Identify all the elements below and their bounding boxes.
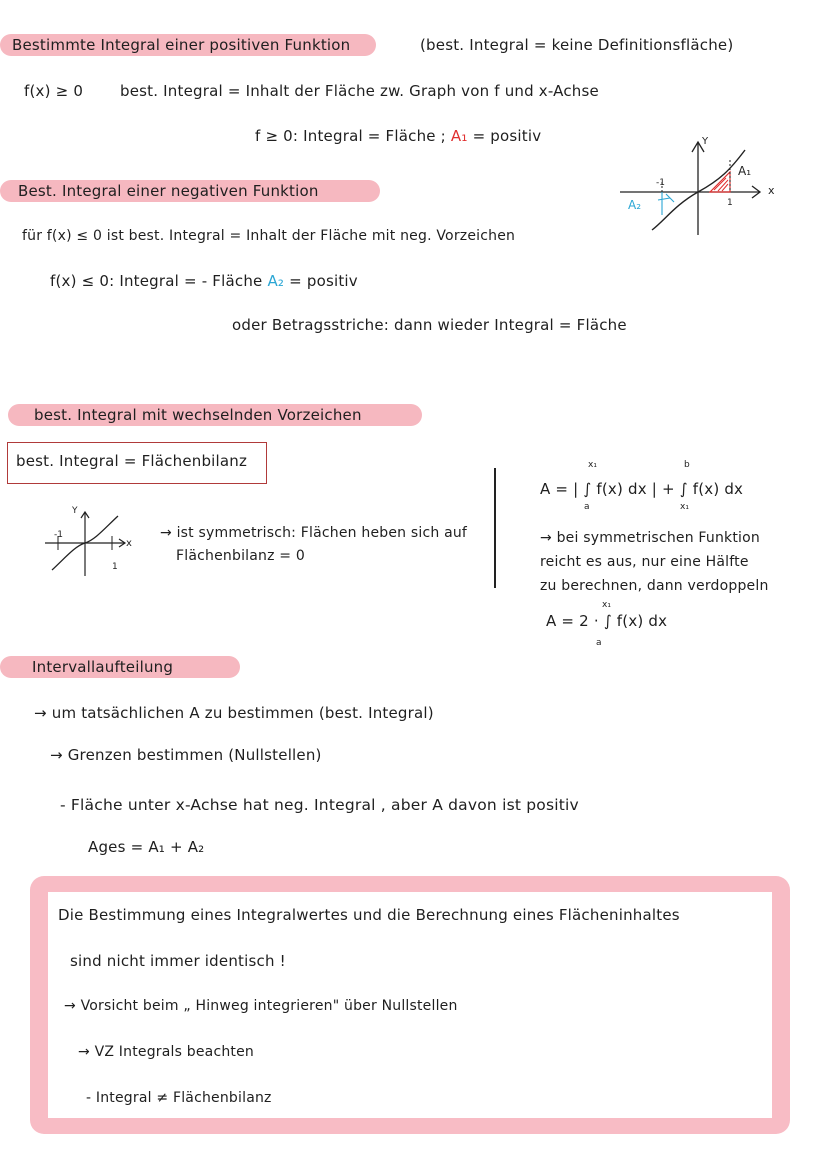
divider-vertical (494, 468, 496, 588)
s3-note5: zu berechnen, dann verdoppeln (540, 578, 769, 594)
s4-line2: → Grenzen bestimmen (Nullstellen) (50, 746, 322, 764)
box-line1: Die Bestimmung eines Integralwertes und die Berechnung eines Flächeninhaltes (58, 906, 680, 924)
s2-line1: für f(x) ≤ 0 ist best. Integral = Inhalt der Fläche mit neg. Vorzeichen (22, 228, 516, 244)
box-line2: sind nicht immer identisch ! (70, 952, 286, 970)
formula1-lower2: x₁ (680, 502, 689, 512)
formula1-upper1: x₁ (588, 460, 597, 470)
graph1-tick-pos: 1 (727, 198, 733, 208)
s2-line2 (50, 272, 358, 290)
s2-line2-a2: A₂ (267, 272, 285, 290)
formula2-lower: a (596, 638, 602, 648)
s2-line2-a: f(x) ≤ 0: Integral = - Fläche (50, 272, 263, 290)
aside-definition: (best. Integral = keine Definitionsfläche) (420, 36, 734, 54)
s3-note1: → ist symmetrisch: Flächen heben sich auf (160, 525, 468, 541)
formula2: A = 2 · ∫ f(x) dx (546, 612, 668, 630)
graph1-y-label: Y (702, 136, 709, 147)
heading-interval: Intervallaufteilung (32, 658, 174, 676)
graph2-x-label: x (126, 538, 132, 549)
s1-line2 (255, 127, 541, 145)
heading-alternating-sign: best. Integral mit wechselnden Vorzeichen (34, 406, 362, 424)
s1-line1-right: best. Integral = Inhalt der Fläche zw. Graph von f und x-Achse (120, 82, 599, 100)
formula2-upper: x₁ (602, 600, 611, 610)
graph1-a2-label: A₂ (628, 198, 642, 212)
boxed-text: best. Integral = Flächenbilanz (16, 452, 248, 470)
s3-note3: → bei symmetrischen Funktion (540, 530, 760, 546)
graph1-tick-neg: -1 (656, 178, 665, 188)
s1-line2-text: f ≥ 0: Integral = Fläche ; (255, 127, 446, 145)
heading-positive-function: Bestimmte Integral einer positiven Funktion (12, 36, 351, 54)
formula1-upper2: b (684, 460, 690, 470)
box-line4: → VZ Integrals beachten (78, 1044, 254, 1060)
graph2-y-label: Y (72, 506, 78, 516)
graph-positive-negative (610, 130, 790, 240)
s3-note4: reicht es aus, nur eine Hälfte (540, 554, 749, 570)
s4-line1: → um tatsächlichen A zu bestimmen (best. Integral) (34, 704, 434, 722)
s1-line2-a1: A₁ (450, 127, 468, 145)
heading-negative-function: Best. Integral einer negativen Funktion (18, 182, 319, 200)
s4-line4: Ages = A₁ + A₂ (88, 838, 205, 856)
s2-line2-b: = positiv (289, 272, 358, 290)
formula1-lower1: a (584, 502, 590, 512)
box-line5: - Integral ≠ Flächenbilanz (86, 1090, 272, 1106)
s3-note2: Flächenbilanz = 0 (176, 548, 305, 564)
graph1-x-label: x (768, 184, 775, 197)
graph-symmetric (40, 508, 140, 578)
s4-line3: - Fläche unter x-Achse hat neg. Integral , aber A davon ist positiv (60, 796, 579, 814)
box-line3: → Vorsicht beim „ Hinweg integrieren" über Nullstellen (64, 998, 458, 1014)
graph2-tick-neg: -1 (54, 530, 63, 540)
graph2-tick-pos: 1 (112, 562, 118, 572)
s2-line3: oder Betragsstriche: dann wieder Integral = Fläche (232, 316, 627, 334)
s1-line2-end: = positiv (472, 127, 542, 145)
s1-line1-left: f(x) ≥ 0 (24, 82, 84, 100)
graph1-a1-label: A₁ (738, 164, 752, 178)
formula1: A = | ∫ f(x) dx | + ∫ f(x) dx (540, 480, 744, 498)
